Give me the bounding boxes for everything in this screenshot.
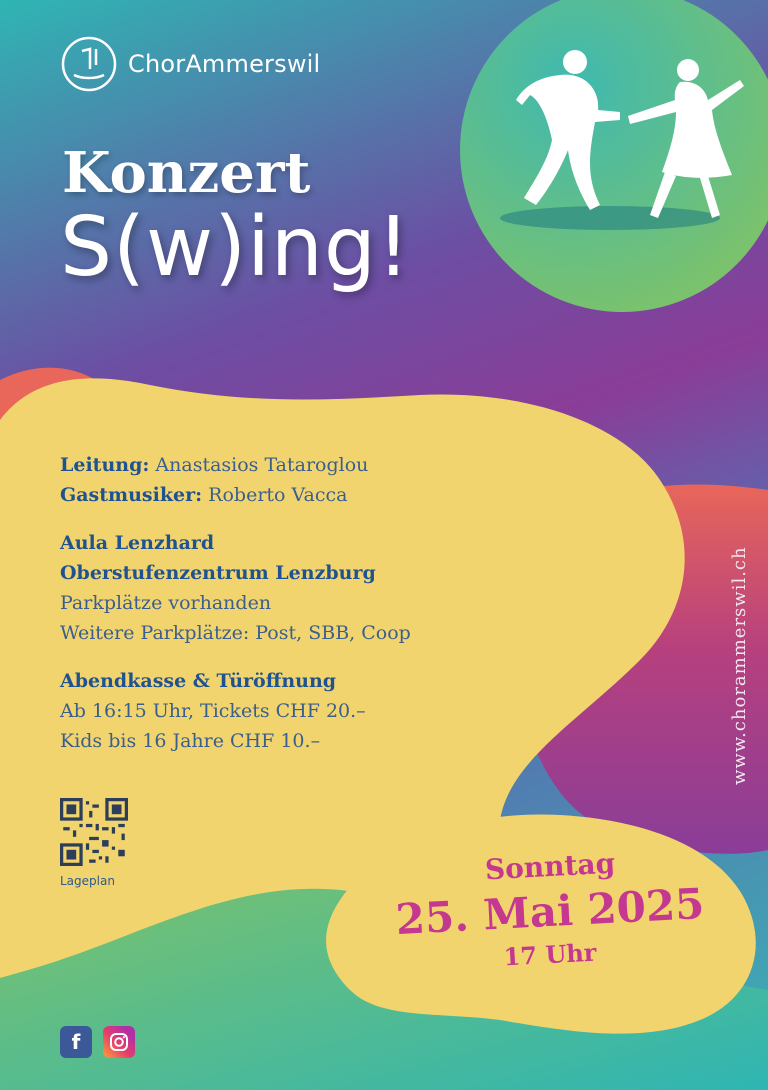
instagram-icon[interactable] xyxy=(103,1026,135,1058)
venue-line-2: Oberstufenzentrum Lenzburg xyxy=(60,562,376,584)
weekday: Sonntag xyxy=(484,846,616,887)
brand-name: ChorAmmerswil xyxy=(128,50,321,78)
leitung-row xyxy=(60,450,520,480)
concert-info xyxy=(60,450,520,756)
qr-label: Lageplan xyxy=(60,874,115,888)
gast-row xyxy=(60,480,520,510)
brand-logo xyxy=(60,35,320,93)
title-line-2: S(w)ing! xyxy=(60,200,411,295)
gast-label: Gastmusiker: xyxy=(60,484,203,506)
leitung-label: Leitung: xyxy=(60,454,150,476)
concert-date: 25. Mai 2025 xyxy=(394,878,706,945)
website-url[interactable]: www.chorammerswil.ch xyxy=(729,546,750,785)
box-office-title: Abendkasse & Türöffnung xyxy=(60,670,337,692)
facebook-icon[interactable]: f xyxy=(60,1026,92,1058)
parking-line-1: Parkplätze vorhanden xyxy=(60,592,272,614)
leitung-value: Anastasios Tataroglou xyxy=(155,454,369,476)
choir-logo-icon xyxy=(60,35,118,93)
title-line-1: Konzert xyxy=(62,140,311,206)
box-office-line-1: Ab 16:15 Uhr, Tickets CHF 20.– xyxy=(60,700,366,722)
parking-line-2: Weitere Parkplätze: Post, SBB, Coop xyxy=(60,622,411,644)
gast-value: Roberto Vacca xyxy=(208,484,348,506)
qr-code[interactable] xyxy=(60,798,128,866)
venue-line-1: Aula Lenzhard xyxy=(60,532,215,554)
date-block xyxy=(370,846,730,972)
concert-time: 17 Uhr xyxy=(502,937,598,972)
box-office-line-2: Kids bis 16 Jahre CHF 10.– xyxy=(60,730,321,752)
